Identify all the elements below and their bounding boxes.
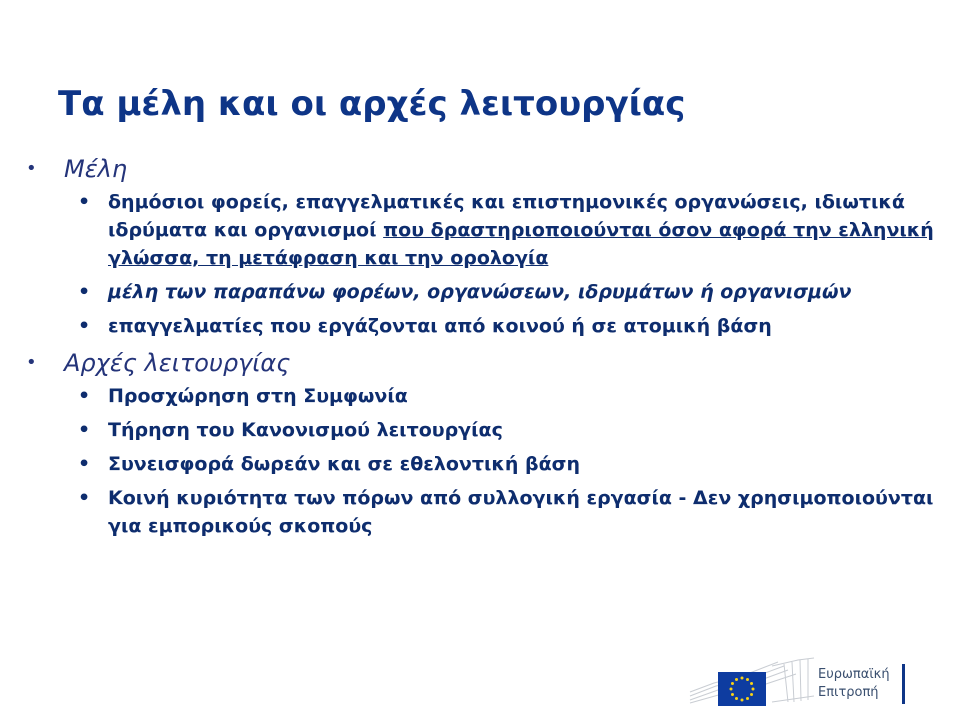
star-icon xyxy=(730,688,733,691)
logo-divider xyxy=(902,664,905,704)
logo-line-1: Ευρωπαϊκή xyxy=(818,667,890,682)
star-icon xyxy=(735,697,738,700)
star-icon xyxy=(746,678,749,681)
list-item xyxy=(26,278,936,306)
list-item xyxy=(26,312,936,340)
star-icon xyxy=(746,697,749,700)
logo-line-2: Επιτροπή xyxy=(818,685,879,700)
star-icon xyxy=(731,682,734,685)
bullet-icon: • xyxy=(78,419,91,441)
list-item-text: Κοινή κυριότητα των πόρων από συλλογική εργασία - Δεν χρησιμοποιούνται για εμπορικούς σκοπούς xyxy=(108,487,934,537)
list-item-text: δημόσιοι φορείς, επαγγελματικές και επιστημονικές οργανώσεις, ιδιωτικά ιδρύματα και οργανισμοί xyxy=(108,191,905,241)
star-icon xyxy=(750,693,753,696)
slide-title: Τα μέλη και οι αρχές λειτουργίας xyxy=(58,84,686,124)
star-icon xyxy=(741,677,744,680)
star-icon xyxy=(741,699,744,702)
section-heading-text: Αρχές λειτουργίας xyxy=(64,349,291,377)
section-heading-members xyxy=(26,152,936,186)
section-heading-principles xyxy=(26,346,936,380)
star-icon xyxy=(735,678,738,681)
underlined-text: που δραστηριοποιούνται όσον αφορά την ελληνική γλώσσα, τη μετάφραση και την ορολογία xyxy=(108,219,934,269)
list-item xyxy=(26,484,936,540)
list-item xyxy=(26,382,936,410)
list-item-text: Τήρηση του Κανονισμού λειτουργίας xyxy=(108,419,503,441)
section-heading-text: Μέλη xyxy=(64,155,128,183)
bullet-icon: • xyxy=(26,158,37,179)
bullet-icon: • xyxy=(78,191,91,213)
list-item xyxy=(26,416,936,444)
list-item xyxy=(26,450,936,478)
bullet-icon: • xyxy=(78,315,91,337)
bullet-icon: • xyxy=(78,487,91,509)
list-item-text: μέλη των παραπάνω φορέων, οργανώσεων, ιδρυμάτων ή οργανισμών xyxy=(108,281,852,303)
european-commission-logo xyxy=(688,656,914,706)
list-item-text: Προσχώρηση στη Συμφωνία xyxy=(108,385,408,407)
bullet-icon: • xyxy=(78,385,91,407)
star-icon xyxy=(752,688,755,691)
bullet-icon: • xyxy=(78,281,91,303)
list-item-text: επαγγελματίες που εργάζονται από κοινού ή σε ατομική βάση xyxy=(108,315,772,337)
list-item-text: Συνεισφορά δωρεάν και σε εθελοντική βάση xyxy=(108,453,580,475)
slide-content xyxy=(26,152,936,546)
logo-wordmark xyxy=(818,666,890,702)
eu-flag-icon xyxy=(688,656,818,706)
star-icon xyxy=(731,693,734,696)
bullet-icon: • xyxy=(26,352,37,373)
list-item xyxy=(26,188,936,272)
bullet-icon: • xyxy=(78,453,91,475)
star-icon xyxy=(750,682,753,685)
